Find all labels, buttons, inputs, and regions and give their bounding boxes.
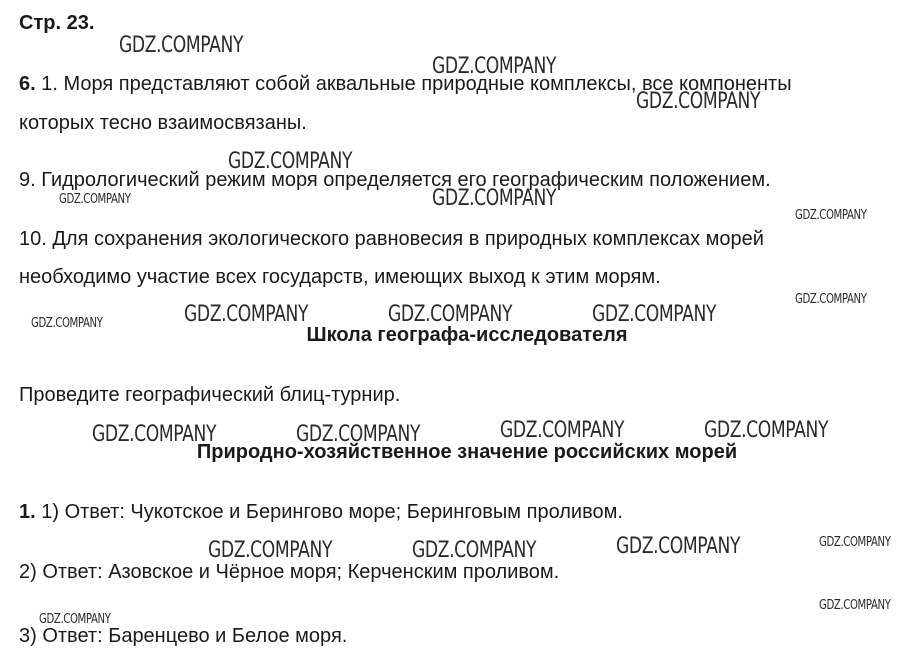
watermark: GDZ.COMPANY [184, 302, 309, 327]
watermark: GDZ.COMPANY [432, 54, 557, 79]
section-6-line-3: 9. Гидрологический режим моря определяется его географическим положением. [19, 169, 771, 191]
watermark: GDZ.COMPANY [228, 149, 353, 174]
section-6-number: 6. [19, 73, 36, 95]
section-6-line-4: 10. Для сохранения экологического равновесия в природных комплексах морей [19, 228, 764, 250]
watermark: GDZ.COMPANY [92, 422, 217, 447]
watermark: GDZ.COMPANY [296, 422, 421, 447]
section-6-line-2: которых тесно взаимосвязаны. [19, 112, 307, 134]
watermark: GDZ.COMPANY [795, 208, 867, 223]
answer-3-line: 3) Ответ: Баренцево и Белое моря. [19, 625, 348, 647]
answer-1-line [19, 500, 623, 524]
watermark: GDZ.COMPANY [592, 302, 717, 327]
watermark: GDZ.COMPANY [59, 192, 131, 207]
watermark: GDZ.COMPANY [388, 302, 513, 327]
watermark: GDZ.COMPANY [795, 292, 867, 307]
watermark: GDZ.COMPANY [500, 418, 625, 443]
watermark: GDZ.COMPANY [636, 89, 761, 114]
answer-2-line: 2) Ответ: Азовское и Чёрное моря; Керченским проливом. [19, 561, 560, 583]
school-heading: Школа географа-исследователя [306, 324, 628, 346]
watermark: GDZ.COMPANY [704, 418, 829, 443]
watermark: GDZ.COMPANY [819, 535, 891, 550]
page-number-label: Стр. 23. [19, 12, 95, 34]
section-6-line-1-text: 1. Моря представляют собой аквальные природные комплексы, все компоненты [35, 73, 792, 95]
watermark: GDZ.COMPANY [819, 598, 891, 613]
seas-heading: Природно-хозяйственное значение российских морей [196, 441, 738, 463]
section-6-line-5: необходимо участие всех государств, имеющих выход к этим морям. [19, 266, 661, 288]
answer-number: 1. [19, 501, 36, 523]
watermark: GDZ.COMPANY [432, 186, 557, 211]
watermark: GDZ.COMPANY [31, 316, 103, 331]
watermark: GDZ.COMPANY [39, 612, 111, 627]
watermark: GDZ.COMPANY [616, 534, 741, 559]
watermark: GDZ.COMPANY [119, 33, 244, 58]
watermark: GDZ.COMPANY [208, 538, 333, 563]
watermark: GDZ.COMPANY [412, 538, 537, 563]
task-text: Проведите географический блиц-турнир. [19, 384, 401, 406]
answer-1-text: 1) Ответ: Чукотское и Берингово море; Беринговым проливом. [35, 501, 623, 523]
